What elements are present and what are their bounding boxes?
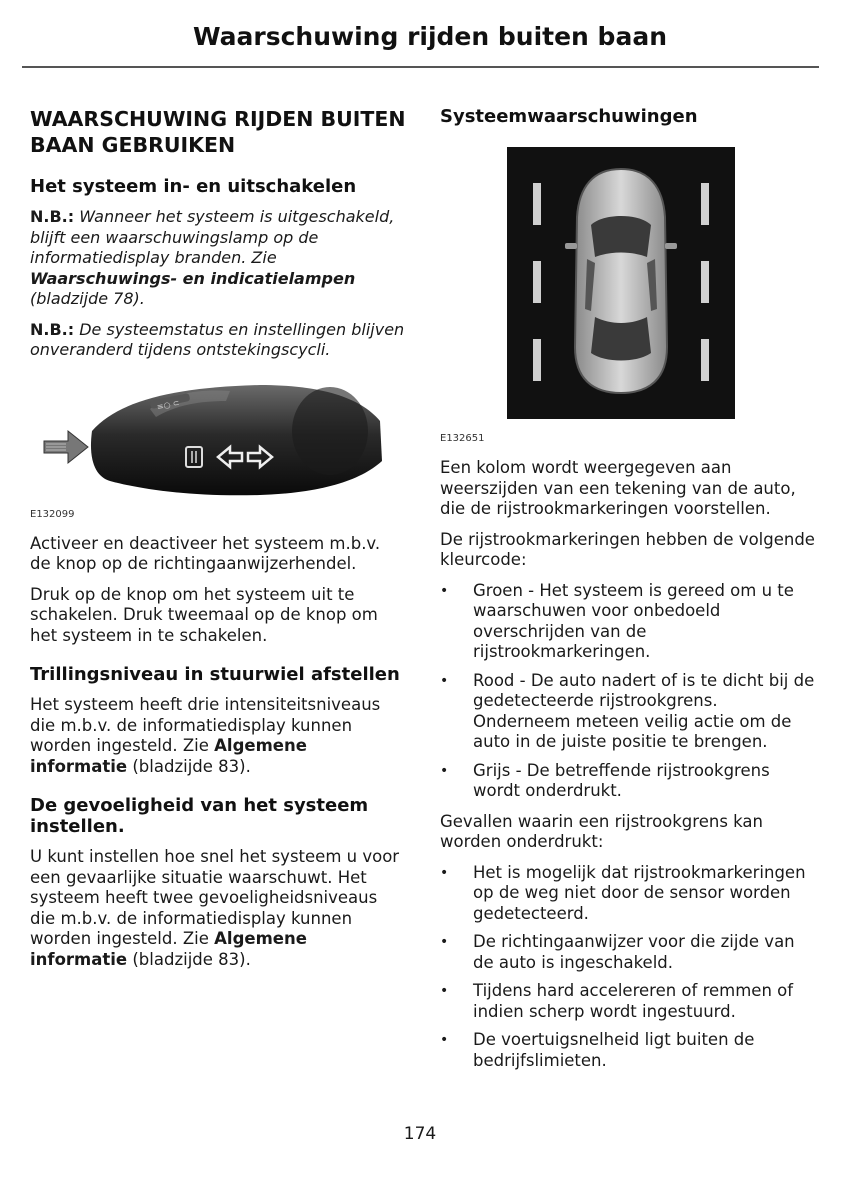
note-1-prefix: N.B.: (30, 207, 75, 226)
figure-1-label: E132099 (30, 508, 75, 520)
bullet: • (440, 582, 449, 599)
color-code-list (440, 581, 820, 802)
paragraph-color-code: De rijstrookmarkeringen hebben de volgende kleurcode: (440, 529, 815, 569)
list-item: • De voertuigsnelheid ligt buiten de bedrijfslimieten. (440, 1030, 755, 1070)
list-item: • Het is mogelijk dat rijstrookmarkeringen op de weg niet door de sensor worden gedetecteerd. (440, 862, 806, 923)
note-2-prefix: N.B.: (30, 319, 75, 339)
subheading-enable-disable: Het systeem in- en uitschakelen (30, 176, 357, 197)
paragraph-column: Een kolom wordt weergegeven aan weerszijden van een tekening van de auto, die de rijstrookmarkeringen voorstellen. (440, 458, 796, 518)
note-1-suffix: (bladzijde 78). (30, 289, 145, 308)
link-general-info-2[interactable]: Algemene informatie (30, 929, 307, 969)
paragraph-intensity-suffix: (bladzijde 83). (127, 756, 251, 776)
list-item: • De richtingaanwijzer voor die zijde van de auto is ingeschakeld. (440, 932, 795, 972)
bullet: • (440, 1032, 449, 1048)
paragraph-intensity (30, 695, 406, 777)
subheading-sensitivity: De gevoeligheid van het systeem instellen. (30, 795, 369, 837)
left-lane-mark-1 (533, 183, 541, 225)
list-item: • Grijs - De betreffende rijstrookgrens wordt onderdrukt. (440, 760, 770, 800)
note-2 (30, 320, 406, 361)
list-item: • Tijdens hard accelereren of remmen of indien scherp wordt ingestuurd. (440, 981, 794, 1021)
lane-display-illustration (507, 147, 735, 419)
bullet: • (440, 864, 449, 881)
list-item: • Groen - Het systeem is gereed om u te waarschuwen voor onbedoeld overschrijden van de rijstrookmarkeringen. (440, 580, 794, 661)
bullet: • (440, 983, 449, 999)
right-lane-mark-2 (701, 261, 709, 303)
list-item: • Rood - De auto nadert of is te dicht bij de gedetecteerde rijstrookgrens. Onderneem meteen veilig actie om de auto in de juiste positie te brengen. (440, 670, 815, 751)
note-1-text: Wanneer het systeem is uitgeschakeld, blijft een waarschuwingslamp op de informatiedisplay branden. Zie (30, 207, 395, 267)
left-lane-mark-3 (533, 339, 541, 381)
header-divider (22, 66, 819, 68)
lane-display-figure (507, 147, 735, 419)
paragraph-press: Druk op de knop om het systeem uit te schakelen. Druk tweemaal op de knop om het systeem in te schakelen. (30, 584, 378, 645)
bullet: • (440, 762, 449, 779)
paragraph-suppressed-cases: Gevallen waarin een rijstrookgrens kan worden onderdrukt: (440, 811, 763, 851)
right-lane-mark-3 (701, 339, 709, 381)
figure-2-label: E132651 (440, 433, 485, 444)
stalk-figure (30, 381, 406, 499)
subheading-system-warnings: Systeemwaarschuwingen (440, 106, 698, 127)
right-lane-mark-1 (701, 183, 709, 225)
paragraph-sensitivity-suffix: (bladzijde 83). (127, 949, 251, 969)
bullet: • (440, 934, 449, 950)
car-icon (565, 169, 677, 393)
note-1-link[interactable]: Waarschuwings- en indicatielampen (30, 268, 356, 288)
page-header-title: Waarschuwing rijden buiten baan (192, 22, 667, 51)
note-2-text: De systeemstatus en instellingen blijven onveranderd tijdens ontstekingscycli. (30, 319, 405, 359)
right-column (440, 106, 820, 1081)
paragraph-activate: Activeer en deactiveer het systeem m.b.v. de knop op de richtingaanwijzerhendel. (30, 533, 381, 573)
link-general-info-1[interactable]: Algemene informatie (30, 736, 307, 776)
turn-signal-stalk-illustration (30, 381, 390, 499)
left-column (30, 106, 406, 980)
subheading-vibration: Trillingsniveau in stuurwiel afstellen (30, 664, 400, 685)
svg-text:≡○ ⊂: ≡○ ⊂ (156, 397, 181, 412)
suppressed-cases-list (440, 863, 820, 1072)
left-lane-mark-2 (533, 261, 541, 303)
section-heading: WAARSCHUWING RIJDEN BUITEN BAAN GEBRUIKEN (30, 107, 406, 157)
paragraph-sensitivity (30, 847, 406, 970)
paragraph-intensity-text: Het systeem heeft drie intensiteitsniveaus die m.b.v. de informatiedisplay kunnen worden ingesteld. Zie (30, 695, 381, 755)
bullet: • (440, 672, 449, 689)
paragraph-sensitivity-text: U kunt instellen hoe snel het systeem u voor een gevaarlijke situatie waarschuwt. Het systeem heeft twee gevoeligheidsniveaus die m.b.v. de informatiedisplay kunnen worden ingesteld. Zie (30, 847, 400, 948)
note-1 (30, 207, 406, 310)
page-number: 174 (403, 1124, 437, 1144)
